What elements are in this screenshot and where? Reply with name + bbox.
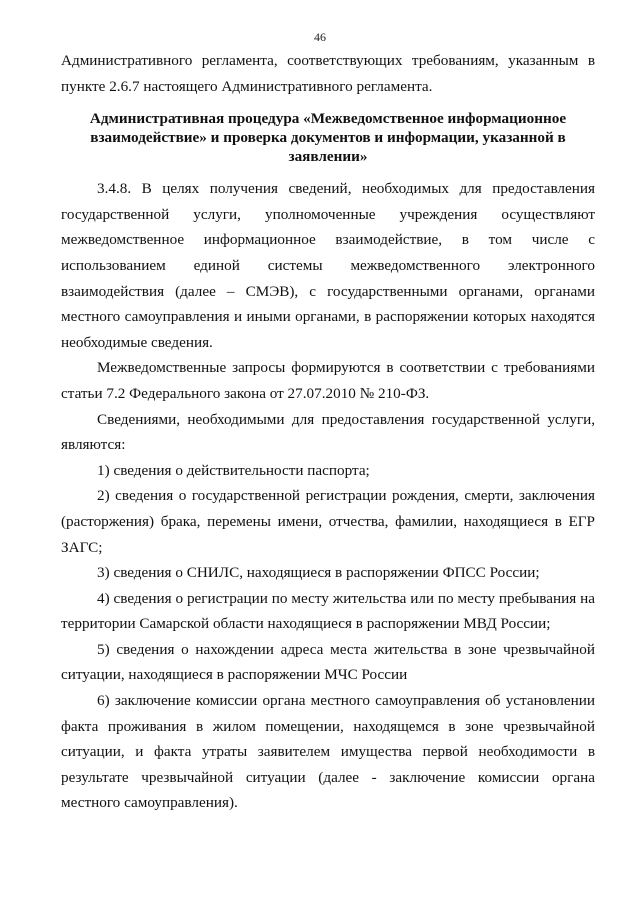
section-heading: Административная процедура «Межведомственное информационное взаимодействие» и проверка документов и информации, указанной в заявлении»	[89, 110, 567, 166]
list-item-2: 2) сведения о государственной регистрации рождения, смерти, заключения (расторжения) брака, перемены имени, отчества, фамилии, находящиеся в ЕГР ЗАГС;	[61, 487, 595, 556]
list-item-1: 1) сведения о действительности паспорта;	[97, 461, 370, 479]
paragraph-3-4-8: 3.4.8. В целях получения сведений, необходимых для предоставления государственной услуги, уполномоченные учреждения осуществляют межведомственное информационное взаимодействие, в том числе с использованием единой системы межведомственного электронного взаимодействия (далее – СМЭВ), с государственными органами, органами местного самоуправления и иными органами, в распоряжении которых находятся необходимые сведения.	[61, 180, 595, 351]
paragraph-required-info: Сведениями, необходимыми для предоставления государственной услуги, являются:	[61, 410, 595, 454]
paragraph-interagency-requests: Межведомственные запросы формируются в соответствии с требованиями статьи 7.2 Федерального закона от 27.07.2010 № 210-ФЗ.	[61, 359, 595, 402]
intro-paragraph: Административного регламента, соответствующих требованиям, указанным в пункте 2.6.7 настоящего Административного регламента.	[61, 52, 595, 95]
document-body	[61, 48, 595, 816]
list-item-6: 6) заключение комиссии органа местного самоуправления об установлении факта проживания в жилом помещении, находящемся в зоне чрезвычайной ситуации, и факта утраты заявителем имущества первой необходимости в результате чрезвычайной ситуации (далее - заключение комиссии органа местного самоуправления).	[61, 692, 595, 812]
list-item-5: 5) сведения о нахождении адреса места жительства в зоне чрезвычайной ситуации, находящиеся в распоряжении МЧС России	[61, 640, 595, 684]
list-item-4: 4) сведения о регистрации по месту жительства или по месту пребывания на территории Самарской области находящиеся в распоряжении МВД России;	[61, 589, 595, 633]
list-item-3: 3) сведения о СНИЛС, находящиеся в распоряжении ФПСС России;	[97, 564, 540, 582]
page-number: 46	[314, 30, 326, 44]
